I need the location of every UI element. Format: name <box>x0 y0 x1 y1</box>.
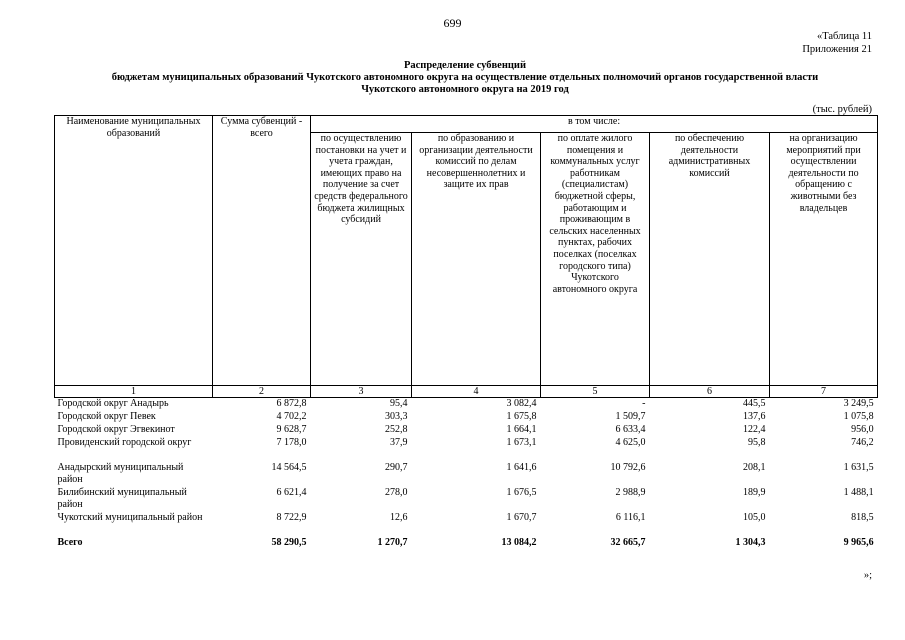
row-col6: 137,6 <box>743 411 766 422</box>
column-number: 1 <box>55 386 213 398</box>
row-col3: 303,3 <box>385 411 408 422</box>
table-reference-line1: «Таблица 11 <box>816 31 872 42</box>
row-col6: 189,9 <box>743 487 766 498</box>
total-col5: 32 665,7 <box>610 537 646 548</box>
table-row <box>55 398 878 412</box>
row-col4: 1 670,7 <box>506 512 537 523</box>
header-col6: по обеспечению деятельности административных комиссий <box>650 133 770 386</box>
row-name: Билибинский муниципальный район <box>57 487 187 510</box>
row-col5: 6 633,4 <box>615 424 646 435</box>
title-line1: Распределение субвенций <box>403 60 527 71</box>
row-col6: 122,4 <box>743 424 766 435</box>
row-col7: 1 631,5 <box>843 462 874 473</box>
table-row <box>55 437 878 462</box>
row-col3: 37,9 <box>390 437 408 448</box>
row-col3: 290,7 <box>385 462 408 473</box>
header-col3: по осуществлению постановки на учет и учета граждан, имеющих право на получение за счет средств федерального бюджета жилищных субсидий <box>311 133 412 386</box>
row-col5: 6 116,1 <box>615 512 646 523</box>
column-number: 4 <box>412 386 541 398</box>
row-col3: 12,6 <box>390 512 408 523</box>
row-col7: 3 249,5 <box>843 398 874 409</box>
header-name: Наименование муниципальных образований <box>55 116 213 386</box>
header-total: Сумма субвенций - всего <box>213 116 311 386</box>
column-number: 7 <box>770 386 878 398</box>
title-line2: бюджетам муниципальных образований Чукотского автономного округа на осуществление отдельных полномочий органов государственной власти <box>111 72 819 83</box>
row-col5: 4 625,0 <box>615 437 646 448</box>
header-col5: по оплате жилого помещения и коммунальных услуг работникам (специалистам) бюджетной сферы, работающим и проживающим в сельских населенных пунктах, рабочих поселках (поселках городского типа) Чукотского автономного округа <box>541 133 650 386</box>
row-name: Городской округ Певек <box>57 411 156 422</box>
row-col3: 252,8 <box>385 424 408 435</box>
title-line3: Чукотского автономного округа на 2019 год <box>361 84 569 95</box>
row-total: 8 722,9 <box>276 512 307 523</box>
table-row <box>55 411 878 424</box>
row-name: Провиденский городской округ <box>57 437 192 448</box>
row-total: 9 628,7 <box>276 424 307 435</box>
table-row <box>55 487 878 512</box>
table-reference-line2: Приложения 21 <box>802 44 872 55</box>
page-number: 699 <box>443 16 462 30</box>
row-col4: 1 676,5 <box>506 487 537 498</box>
row-col4: 1 673,1 <box>506 437 537 448</box>
row-col6: 95,8 <box>748 437 766 448</box>
row-total: 6 872,8 <box>276 398 307 409</box>
row-total: 6 621,4 <box>276 487 307 498</box>
row-total: 4 702,2 <box>276 411 307 422</box>
units-label: (тыс. рублей) <box>812 104 872 115</box>
total-col3: 1 270,7 <box>377 537 408 548</box>
row-col7: 746,2 <box>851 437 874 448</box>
table-row <box>55 512 878 537</box>
subventions-table <box>54 115 878 550</box>
total-col7: 9 965,6 <box>843 537 874 548</box>
row-col4: 1 641,6 <box>506 462 537 473</box>
row-col5: - <box>642 398 646 409</box>
row-name: Городской округ Анадырь <box>57 398 169 409</box>
row-col4: 1 675,8 <box>506 411 537 422</box>
total-col6: 1 304,3 <box>735 537 766 548</box>
total-label: Всего <box>57 537 83 548</box>
row-col7: 1 075,8 <box>843 411 874 422</box>
row-total: 7 178,0 <box>276 437 307 448</box>
row-col4: 3 082,4 <box>506 398 537 409</box>
row-col5: 1 509,7 <box>615 411 646 422</box>
row-col7: 818,5 <box>851 512 874 523</box>
total-col4: 13 084,2 <box>501 537 537 548</box>
row-col6: 208,1 <box>743 462 766 473</box>
row-col4: 1 664,1 <box>506 424 537 435</box>
row-col5: 2 988,9 <box>615 487 646 498</box>
header-including: в том числе: <box>311 116 878 133</box>
column-number-row <box>55 386 878 398</box>
row-col3: 95,4 <box>390 398 408 409</box>
row-total: 14 564,5 <box>271 462 307 473</box>
row-col3: 278,0 <box>385 487 408 498</box>
row-col6: 105,0 <box>743 512 766 523</box>
column-number: 3 <box>311 386 412 398</box>
column-number: 2 <box>213 386 311 398</box>
header-col4: по образованию и организации деятельности комиссий по делам несовершеннолетних и защите их прав <box>412 133 541 386</box>
column-number: 6 <box>650 386 770 398</box>
total-sum: 58 290,5 <box>271 537 307 548</box>
row-col7: 956,0 <box>851 424 874 435</box>
total-row <box>55 537 878 550</box>
row-col5: 10 792,6 <box>610 462 646 473</box>
row-col6: 445,5 <box>743 398 766 409</box>
header-col7: на организацию мероприятий при осуществлении деятельности по обращению с животными без владельцев <box>770 133 878 386</box>
row-name: Чукотский муниципальный район <box>57 512 203 523</box>
table-row <box>55 462 878 487</box>
row-col7: 1 488,1 <box>843 487 874 498</box>
header-row <box>55 116 878 133</box>
closing-mark: »; <box>863 570 872 581</box>
table-row <box>55 424 878 437</box>
column-number: 5 <box>541 386 650 398</box>
row-name: Анадырский муниципальный район <box>57 462 184 485</box>
row-name: Городской округ Эгвекинот <box>57 424 175 435</box>
